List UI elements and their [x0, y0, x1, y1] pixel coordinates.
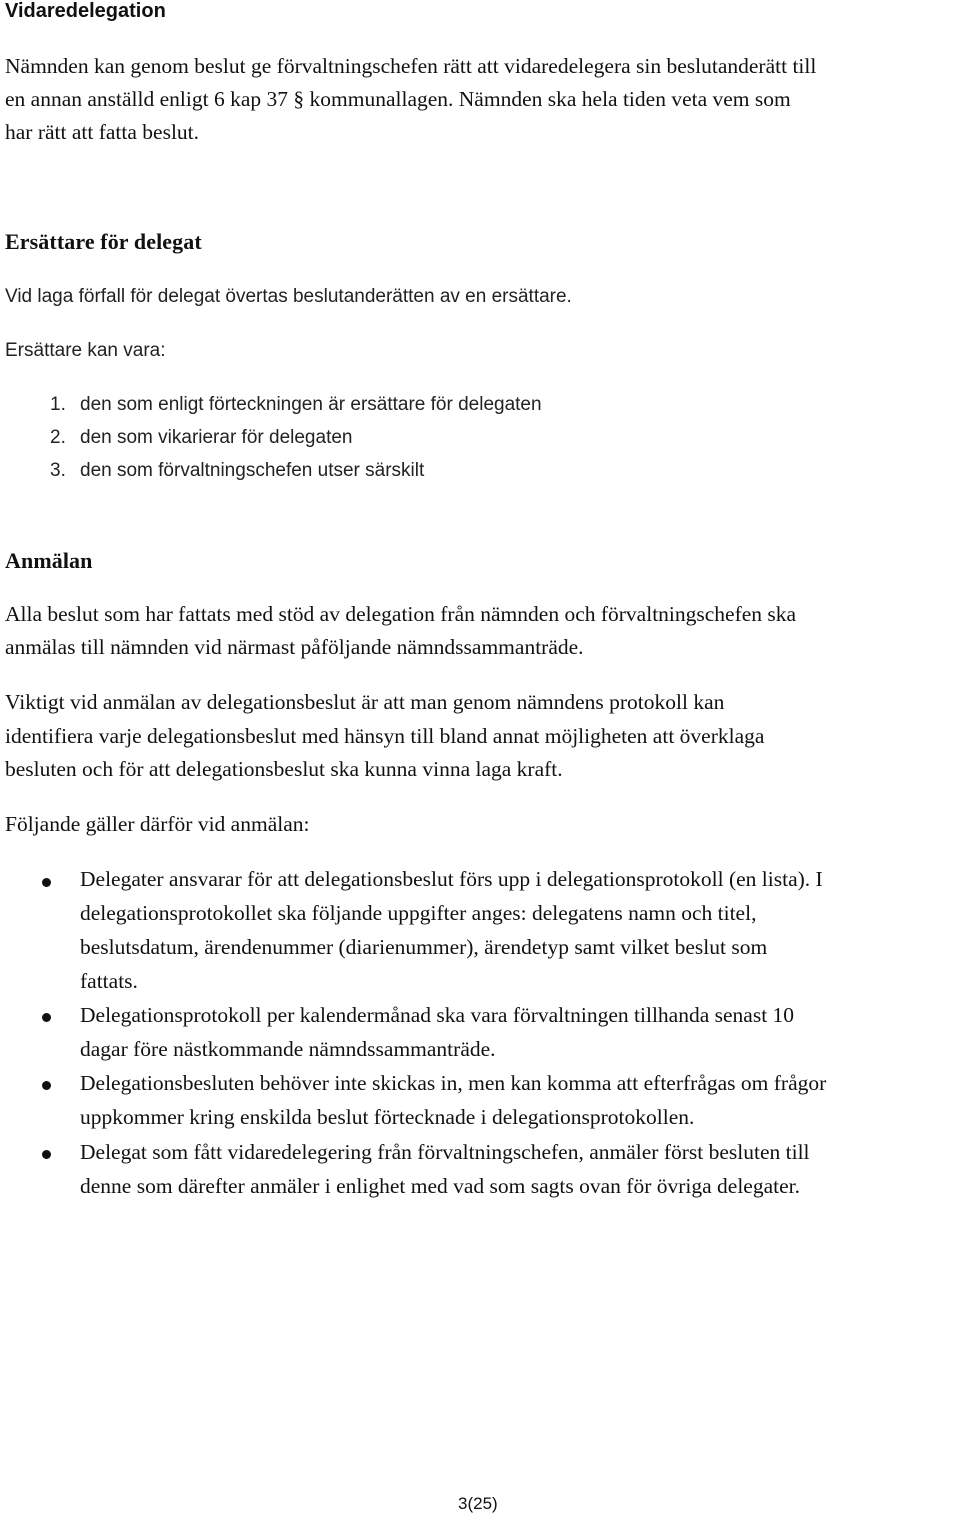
ersattare-list-intro: Ersättare kan vara: [5, 340, 166, 361]
bullet-icon [42, 878, 51, 887]
paragraph-line: har rätt att fatta beslut. [5, 120, 200, 144]
heading-anmalan: Anmälan [5, 548, 93, 573]
heading-ersattare: Ersättare för delegat [5, 229, 202, 254]
paragraph-line: Alla beslut som har fattats med stöd av delegation från nämnden och förvaltningschefen ska [5, 602, 797, 626]
bullet-line: fattats. [80, 969, 138, 993]
list-item: den som vikarierar för delegaten [80, 427, 353, 448]
paragraph-line: Nämnden kan genom beslut ge förvaltningschefen rätt att vidaredelegera sin beslutanderätt till [5, 54, 817, 78]
paragraph-line: Viktigt vid anmälan av delegationsbeslut är att man genom nämndens protokoll kan [5, 690, 725, 714]
bullet-line: dagar före nästkommande nämndssammanträde. [80, 1037, 496, 1061]
anmalan-list-intro: Följande gäller därför vid anmälan: [5, 812, 310, 836]
bullet-icon [42, 1081, 51, 1090]
bullet-line: delegationsprotokollet ska följande uppgifter anges: delegatens namn och titel, [80, 901, 757, 925]
bullet-icon [42, 1150, 51, 1159]
bullet-line: Delegater ansvarar för att delegationsbeslut förs upp i delegationsprotokoll (en lista). I [80, 867, 823, 891]
bullet-line: beslutsdatum, ärendenummer (diarienummer), ärendetyp samt vilket beslut som [80, 935, 768, 959]
list-item: den som enligt förteckningen är ersättare för delegaten [80, 394, 542, 415]
paragraph-line: identifiera varje delegationsbeslut med hänsyn till bland annat möjligheten att överklaga [5, 724, 765, 748]
paragraph-line: en annan anställd enligt 6 kap 37 § kommunallagen. Nämnden ska hela tiden veta vem som [5, 87, 791, 111]
paragraph-line: besluten och för att delegationsbeslut ska kunna vinna laga kraft. [5, 757, 563, 781]
ersattare-intro: Vid laga förfall för delegat övertas beslutanderätten av en ersättare. [5, 286, 572, 307]
bullet-icon [42, 1013, 51, 1022]
heading-vidaredelegation: Vidaredelegation [5, 0, 166, 22]
bullet-line: Delegat som fått vidaredelegering från förvaltningschefen, anmäler först besluten till [80, 1140, 810, 1164]
paragraph-line: anmälas till nämnden vid närmast påföljande nämndssammanträde. [5, 635, 584, 659]
bullet-line: Delegationsbesluten behöver inte skickas in, men kan komma att efterfrågas om frågor [80, 1071, 827, 1095]
bullet-line: Delegationsprotokoll per kalendermånad ska vara förvaltningen tillhanda senast 10 [80, 1003, 795, 1027]
bullet-line: uppkommer kring enskilda beslut förtecknade i delegationsprotokollen. [80, 1105, 695, 1129]
page-number: 3(25) [458, 1494, 498, 1513]
list-number: 3. [50, 460, 66, 481]
bullet-line: denne som därefter anmäler i enlighet med vad som sagts ovan för övriga delegater. [80, 1174, 800, 1198]
list-number: 2. [50, 427, 66, 448]
list-item: den som förvaltningschefen utser särskilt [80, 460, 425, 481]
list-number: 1. [50, 394, 66, 415]
